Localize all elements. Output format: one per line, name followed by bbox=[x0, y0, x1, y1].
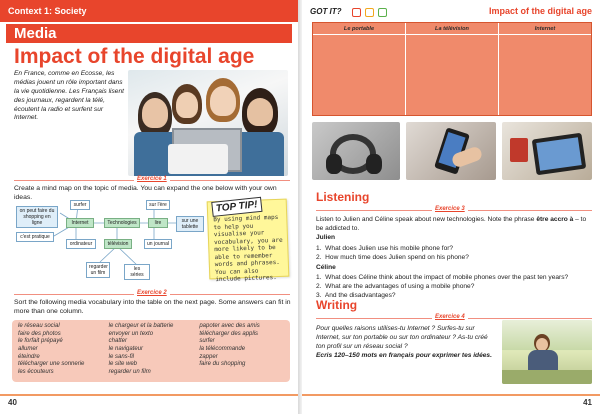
vocab-column-3 bbox=[199, 323, 284, 379]
question-text: What does Julien use his mobile phone for? bbox=[325, 245, 454, 252]
celine-heading: Céline bbox=[316, 264, 336, 271]
got-it-checkbox-amber[interactable] bbox=[365, 8, 374, 17]
vocab-item: le navigateur bbox=[108, 346, 144, 353]
vocab-item: chatter bbox=[108, 338, 128, 345]
got-it-checkbox-green[interactable] bbox=[378, 8, 387, 17]
exercise1-label: Exercice 1 bbox=[134, 176, 170, 182]
footer-rule bbox=[0, 394, 298, 396]
right-page bbox=[302, 0, 600, 414]
question-1: 1. What does Céline think about the impact of mobile phones over the past ten years? bbox=[316, 274, 569, 281]
headphones-photo bbox=[312, 122, 400, 180]
julien-questions bbox=[316, 244, 592, 262]
vocab-item: papoter avec des amis bbox=[199, 323, 260, 329]
vocab-item: le sans-fil bbox=[108, 353, 135, 360]
julien-heading: Julien bbox=[316, 234, 336, 241]
got-it-label: GOT IT? bbox=[310, 7, 342, 16]
mm-ordinateur: ordinateur bbox=[66, 239, 96, 249]
vocab-item: la télécommande bbox=[199, 346, 246, 353]
celine-questions bbox=[316, 273, 596, 301]
exercise3-instructions bbox=[316, 216, 592, 234]
question-2: 2. How much time does Julien spend on his phone? bbox=[316, 254, 469, 262]
vocab-item: les écouteurs bbox=[18, 369, 54, 376]
mm-internet: Internet bbox=[66, 218, 94, 228]
mm-livre: sur l'ère bbox=[146, 200, 170, 210]
question-text: And the disadvantages? bbox=[324, 292, 396, 300]
vocab-item: surfer bbox=[199, 338, 215, 345]
exercise4-task: Ecris 120–150 mots en français pour exprimer tes idées. bbox=[316, 352, 492, 359]
vocab-item: le réseau social bbox=[18, 323, 60, 329]
vocab-item: faire des photos bbox=[18, 330, 61, 337]
table-cell-internet[interactable] bbox=[499, 35, 591, 115]
footer-rule bbox=[302, 394, 600, 396]
table-header-television: La télévision bbox=[406, 23, 499, 35]
exercise2-label: Exercice 2 bbox=[134, 290, 170, 296]
smartphone-photo bbox=[406, 122, 496, 180]
mm-journal: un journal bbox=[144, 239, 172, 249]
exercise2-instructions: Sort the following media vocabulary into the table on the next page. Some answers can fit in more than one column. bbox=[14, 299, 291, 315]
section-bar: Media bbox=[6, 24, 292, 43]
question-1: 1. What does Julien use his mobile phone for? bbox=[316, 245, 454, 252]
vocab-item: faire du shopping bbox=[199, 361, 246, 368]
vocab-item: allumer bbox=[18, 346, 38, 353]
mm-surfer: surfer bbox=[70, 200, 90, 210]
table-header-portable: Le portable bbox=[313, 23, 406, 35]
exercise4-label: Exercice 4 bbox=[432, 314, 468, 320]
mm-film: regarder un film bbox=[86, 262, 110, 278]
running-header: Impact of the digital age bbox=[488, 6, 592, 16]
writing-heading: Writing bbox=[316, 298, 358, 312]
mm-pratique: c'est pratique bbox=[16, 232, 54, 242]
mm-series: les séries bbox=[124, 264, 150, 280]
vocab-item: zapper bbox=[199, 353, 218, 360]
exercise3-label: Exercice 3 bbox=[432, 206, 468, 212]
table-cell-television[interactable] bbox=[406, 35, 499, 115]
question-text: What does Céline think about the impact of mobile phones over the past ten years? bbox=[325, 274, 569, 281]
girl-with-phone-photo bbox=[502, 320, 592, 384]
vocab-item: télécharger une sonnerie bbox=[18, 361, 85, 368]
page-number-left: 40 bbox=[8, 398, 17, 407]
vocab-item: envoyer un texto bbox=[108, 330, 154, 337]
mm-television: télévision bbox=[104, 239, 132, 249]
mm-shopping: on peut faire du shopping en ligne bbox=[16, 206, 58, 228]
vocab-item: éteindre bbox=[18, 353, 40, 360]
table-cell-portable[interactable] bbox=[313, 35, 406, 115]
vocab-sort-table bbox=[312, 22, 592, 116]
top-tip-text: By using mind maps to help you visualise your vocabulary, you are more likely to be able to remember words and phrases. You can also include pictures. bbox=[213, 213, 283, 284]
exercise3-text-b: – to be addicted to. bbox=[316, 216, 587, 232]
mm-tablette: sur une tablette bbox=[176, 216, 204, 232]
page-number-right: 41 bbox=[583, 398, 592, 407]
top-tip-note bbox=[207, 199, 290, 284]
question-3: 3. And the disadvantages? bbox=[316, 292, 396, 300]
mm-lire: lire bbox=[148, 218, 168, 228]
question-text: What are the advantages of using a mobile phone? bbox=[325, 283, 475, 291]
intro-text: En France, comme en Ecosse, les médias jouent un rôle important dans la vie quotidienne. Les Français lisent des journaux, regardent la télé, écoutent la radio et surfent sur Internet. bbox=[14, 70, 124, 122]
exercise3-phrase: être accro à bbox=[536, 216, 574, 223]
tablet-photo bbox=[502, 122, 592, 180]
exercise3-text-a: Listen to Julien and Céline speak about new technologies. Note the phrase bbox=[316, 216, 537, 223]
vocab-column-2 bbox=[109, 323, 194, 379]
exercise1-instructions: Create a mind map on the topic of media. You can expand the one below with your own ideas. bbox=[14, 185, 277, 201]
vocab-item: le chargeur et la batterie bbox=[108, 323, 174, 329]
vocab-item: le forfait prépayé bbox=[18, 338, 63, 345]
left-page bbox=[0, 0, 298, 414]
listening-heading: Listening bbox=[316, 190, 370, 204]
vocabulary-box bbox=[12, 320, 290, 382]
vocab-column-1 bbox=[18, 323, 103, 379]
vocab-item: regarder un film bbox=[108, 369, 151, 376]
vocab-item: télécharger des applis bbox=[199, 330, 259, 337]
exercise4-prompt: Pour quelles raisons utilises-tu Internet ? Surfes-tu sur Internet, sur ton portable ou sur ton ordinateur ? As-tu créé ton profil sur un réseau social ? bbox=[316, 325, 488, 350]
vocab-item: le site web bbox=[108, 361, 138, 368]
teens-laptop-photo bbox=[128, 70, 288, 176]
got-it-checkbox-red[interactable] bbox=[352, 8, 361, 17]
table-header-internet: Internet bbox=[499, 23, 591, 35]
top-tip-heading: TOP TIP! bbox=[211, 197, 262, 217]
question-2: 2. What are the advantages of using a mobile phone? bbox=[316, 283, 475, 291]
context-bar: Context 1: Society bbox=[0, 0, 298, 22]
page-title: Impact of the digital age bbox=[14, 45, 255, 68]
question-text: How much time does Julien spend on his phone? bbox=[325, 254, 469, 262]
mm-technologies: Technologies bbox=[104, 218, 140, 228]
